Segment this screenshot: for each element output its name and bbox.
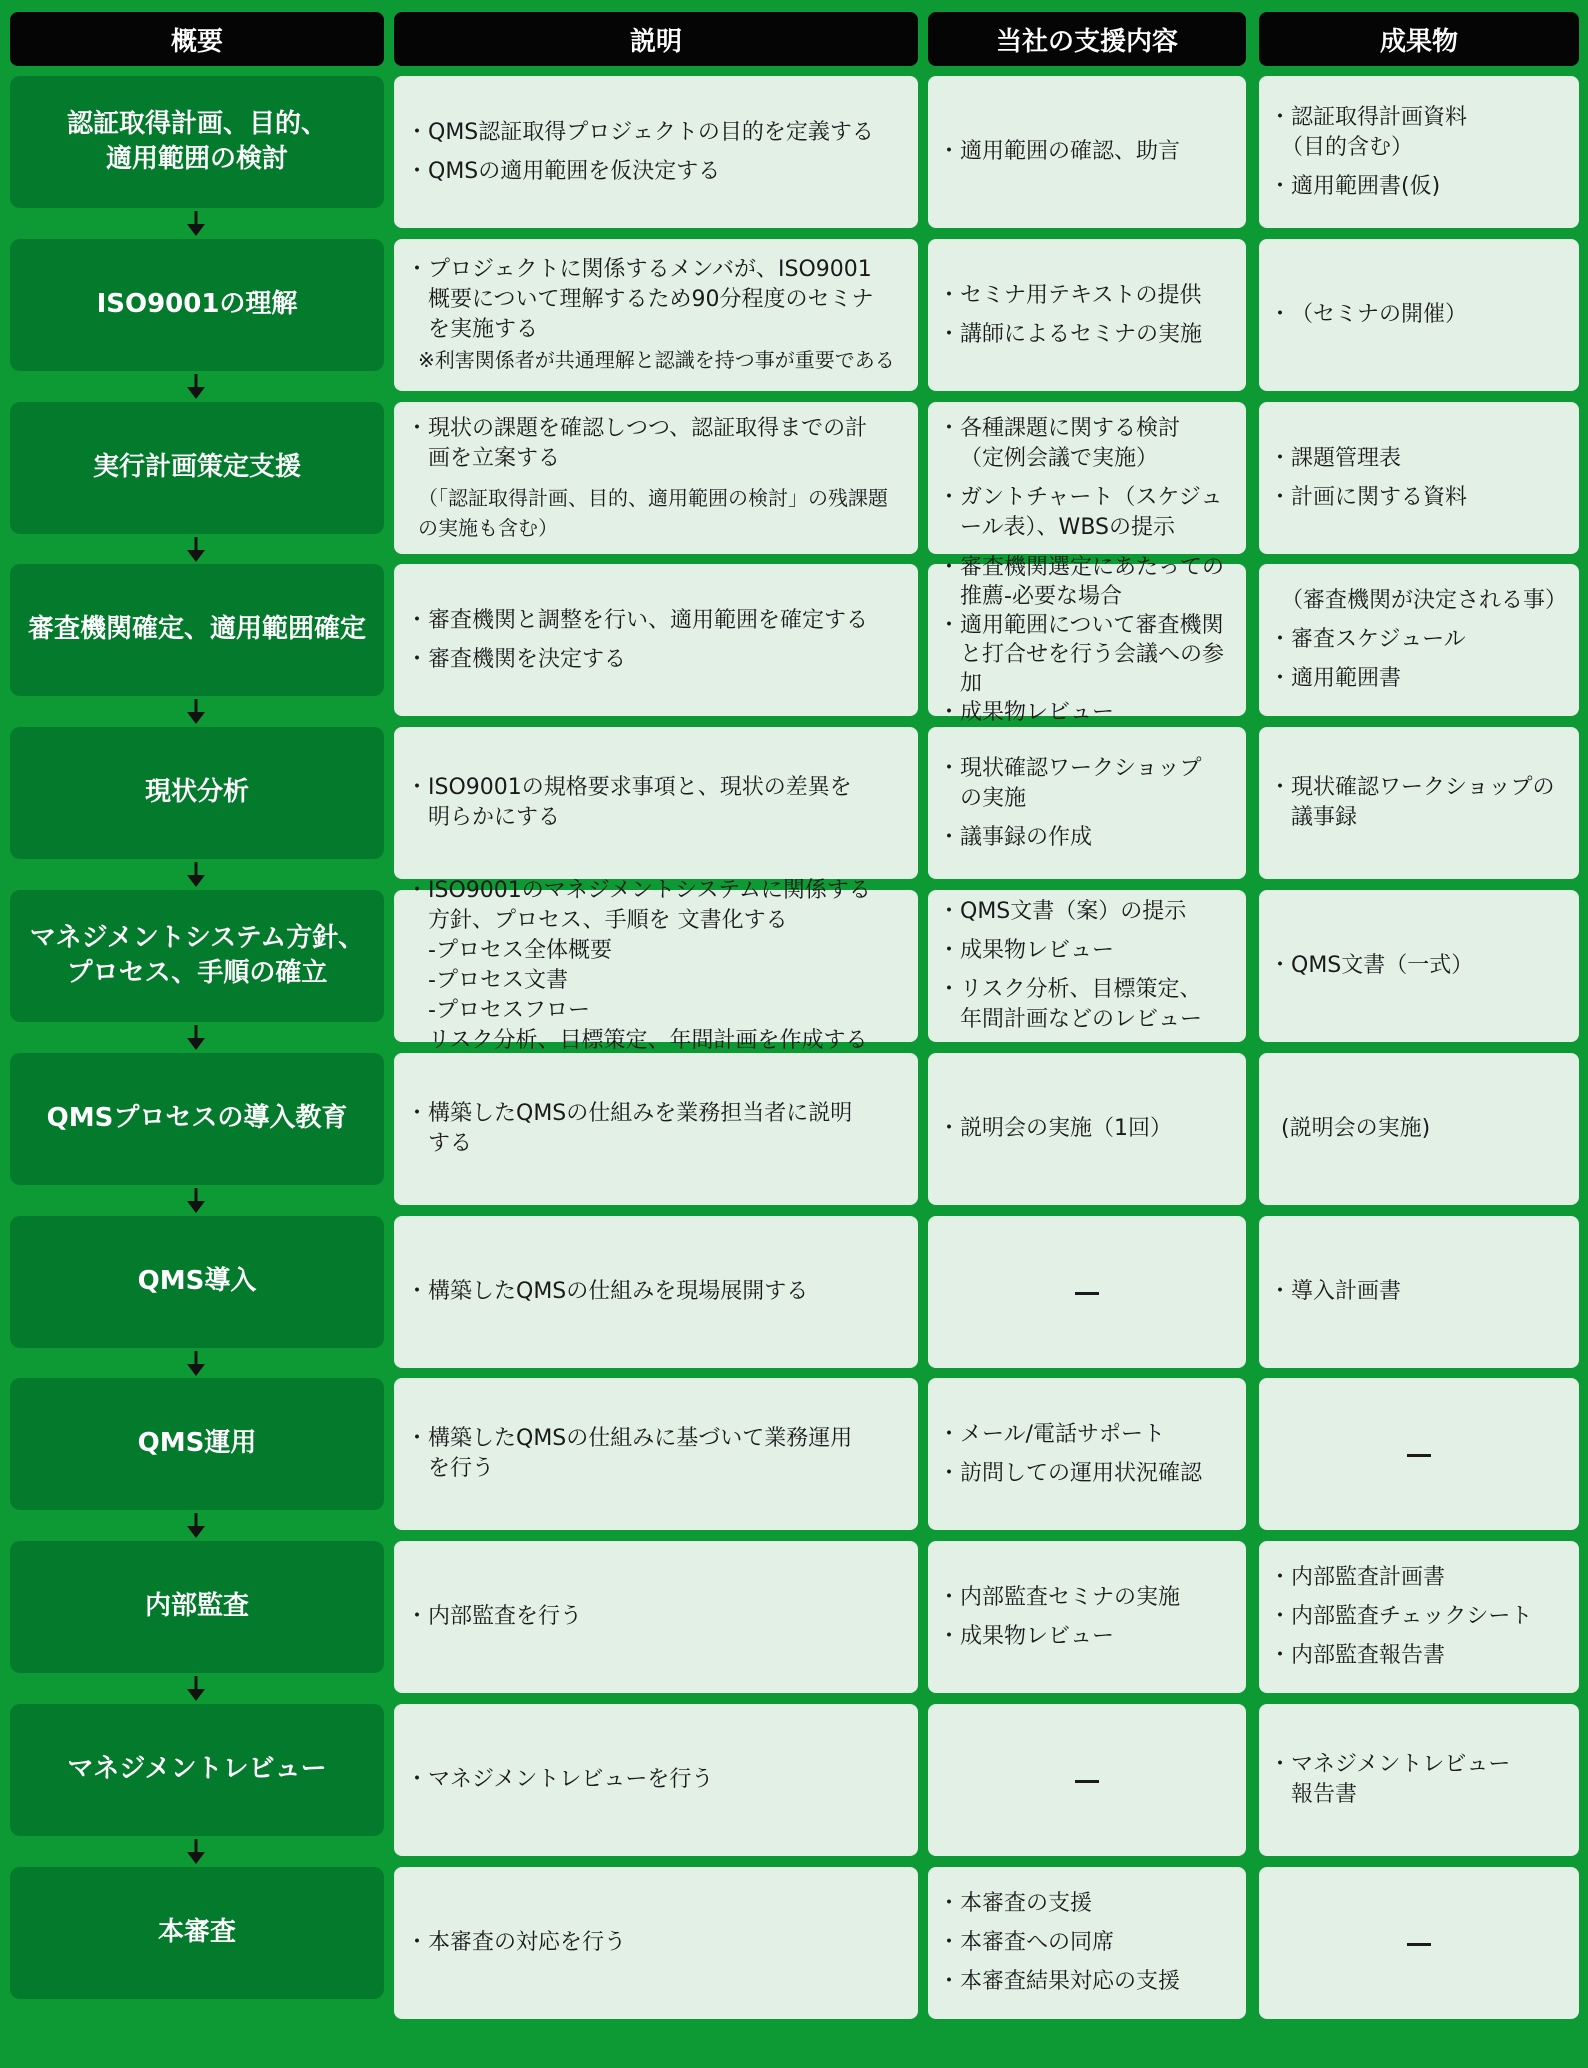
header-overview: 概要 (10, 12, 384, 66)
list-item: ・ 本審査の支援 (938, 1889, 1236, 1919)
list-item: ・ 成果物レビュー (938, 1622, 1236, 1652)
description-cell (394, 1053, 918, 1205)
list-item: ・ 現状の課題を確認しつつ、認証取得までの計 画を立案する (406, 414, 910, 474)
step-box: 内部監査 (10, 1541, 384, 1673)
step-box: 審査機関確定、適用範囲確定 (10, 564, 384, 696)
list-item: ・ 認証取得計画資料 (1269, 103, 1569, 133)
list-item: ・ 導入計画書 (1269, 1277, 1569, 1307)
list-item: ・ 内部監査計画書 (1269, 1563, 1569, 1593)
step-box: 実行計画策定支援 (10, 402, 384, 534)
list-item: ・ 内部監査チェックシート (1269, 1602, 1569, 1632)
list-item: （目的含む） (1281, 134, 1414, 160)
description-cell (394, 239, 918, 391)
description-cell (394, 1541, 918, 1693)
list-item: ・ 議事録の作成 (938, 823, 1236, 853)
list-item: ・ プロジェクトに関係するメンバが、ISO9001 概要について理解するため90分程度のセミナ を実施する (406, 255, 910, 345)
deliverables-cell (1259, 564, 1579, 716)
list-item: ・ 構築したQMSの仕組みに基づいて業務運用 を行う (406, 1424, 910, 1484)
down-arrow-icon (186, 1676, 206, 1702)
deliverables-cell (1259, 76, 1579, 228)
list-item: ・ 適用範囲書(仮) (1269, 172, 1569, 202)
list-item: ・ ISO9001のマネジメントシステムに関係する 方針、プロセス、手順を 文書化する -プロセス全体概要 -プロセス文書 -プロセスフロー リスク分析、目標策定、年間計画を作成する (406, 876, 910, 1056)
support-cell (928, 890, 1246, 1042)
list-item: ・ リスク分析、目標策定、 年間計画などのレビュー (938, 975, 1236, 1035)
header-deliverables: 成果物 (1259, 12, 1579, 66)
list-item: ・ QMS認証取得プロジェクトの目的を定義する (406, 118, 910, 148)
list-item: ・ 内部監査を行う (406, 1602, 910, 1632)
down-arrow-icon (186, 699, 206, 725)
list-item: （「認証取得計画、目的、適用範囲の検討」の残課題 の実施も含む） (418, 485, 888, 540)
deliverables-cell (1259, 1053, 1579, 1205)
list-item: ・ 各種課題に関する検討 （定例会議で実施） (938, 414, 1236, 474)
support-cell (928, 1867, 1246, 2019)
list-item: ・ 審査機関を決定する (406, 645, 910, 675)
description-cell (394, 564, 918, 716)
description-cell (394, 1704, 918, 1856)
list-item: （審査機関が決定される事） (1281, 588, 1568, 613)
support-cell (928, 1378, 1246, 1530)
down-arrow-icon (186, 374, 206, 400)
deliverables-cell (1259, 402, 1579, 554)
description-cell (394, 1378, 918, 1530)
list-item: ・ 計画に関する資料 (1269, 483, 1569, 513)
support-cell (928, 1541, 1246, 1693)
list-item: ・ 本審査の対応を行う (406, 1928, 910, 1958)
list-item: (説明会の実施) (1281, 1116, 1431, 1141)
down-arrow-icon (186, 1513, 206, 1539)
list-item: ・ 構築したQMSの仕組みを業務担当者に説明 する (406, 1099, 910, 1159)
support-cell (928, 76, 1246, 228)
empty-dash: ― (1075, 1766, 1099, 1794)
support-cell (928, 402, 1246, 554)
step-box: マネジメントシステム方針、 プロセス、手順の確立 (10, 890, 384, 1022)
list-item: ・ 適用範囲書 (1269, 664, 1569, 694)
description-cell (394, 1867, 918, 2019)
deliverables-cell (1259, 1378, 1579, 1530)
step-box: 認証取得計画、目的、 適用範囲の検討 (10, 76, 384, 208)
deliverables-cell (1259, 1216, 1579, 1368)
step-box: QMS運用 (10, 1378, 384, 1510)
list-item: ・ 訪問しての運用状況確認 (938, 1459, 1236, 1489)
deliverables-cell (1259, 890, 1579, 1042)
list-item: ・ 本審査への同席 (938, 1928, 1236, 1958)
list-item: ・ 課題管理表 (1269, 444, 1569, 474)
list-item: ・ マネジメントレビューを行う (406, 1765, 910, 1795)
empty-dash: ― (1407, 1929, 1431, 1957)
down-arrow-icon (186, 1188, 206, 1214)
header-support: 当社の支援内容 (928, 12, 1246, 66)
list-item: ・ 現状確認ワークショップの 議事録 (1269, 773, 1569, 833)
step-box: マネジメントレビュー (10, 1704, 384, 1836)
step-box: QMS導入 (10, 1216, 384, 1348)
step-box: 現状分析 (10, 727, 384, 859)
down-arrow-icon (186, 1025, 206, 1051)
down-arrow-icon (186, 537, 206, 563)
description-cell (394, 76, 918, 228)
list-item: ・ ガントチャート（スケジュ ール表）、WBSの提示 (938, 483, 1236, 543)
support-cell (928, 727, 1246, 879)
list-item: ・ 成果物レビュー (938, 698, 1236, 727)
description-cell (394, 878, 918, 1053)
list-item: ・ QMSの適用範囲を仮決定する (406, 157, 910, 187)
list-item: ・ QMS文書（一式） (1269, 951, 1569, 981)
down-arrow-icon (186, 862, 206, 888)
list-item: ・ 成果物レビュー (938, 936, 1236, 966)
description-cell (394, 402, 918, 554)
support-cell (928, 239, 1246, 391)
description-cell (394, 727, 918, 879)
empty-dash: ― (1075, 1278, 1099, 1306)
list-item: ・ 内部監査セミナの実施 (938, 1583, 1236, 1613)
deliverables-cell (1259, 727, 1579, 879)
step-box: ISO9001の理解 (10, 239, 384, 371)
list-item: ・ QMS文書（案）の提示 (938, 897, 1236, 927)
list-item: ・ 適用範囲の確認、助言 (938, 137, 1236, 167)
list-item: ・ 本審査結果対応の支援 (938, 1967, 1236, 1997)
header-description: 説明 (394, 12, 918, 66)
list-item: ・ 現状確認ワークショップ の実施 (938, 754, 1236, 814)
list-item: ・ （セミナの開催） (1269, 300, 1569, 330)
list-item: ・ 内部監査報告書 (1269, 1641, 1569, 1671)
step-box: QMSプロセスの導入教育 (10, 1053, 384, 1185)
list-item: ・ 講師によるセミナの実施 (938, 320, 1236, 350)
support-cell (928, 1053, 1246, 1205)
empty-dash: ― (1407, 1440, 1431, 1468)
step-box: 本審査 (10, 1867, 384, 1999)
list-item: ・ 適用範囲について審査機関 と打合せを行う会議への参加 (938, 611, 1236, 698)
deliverables-cell (1259, 1867, 1579, 2019)
list-item: ・ セミナ用テキストの提供 (938, 281, 1236, 311)
list-item: ・ 審査機関と調整を行い、適用範囲を確定する (406, 606, 910, 636)
deliverables-cell (1259, 239, 1579, 391)
down-arrow-icon (186, 1351, 206, 1377)
support-cell (928, 1216, 1246, 1368)
list-item: ・ 審査機関選定にあたっての 推薦-必要な場合 (938, 553, 1236, 611)
down-arrow-icon (186, 211, 206, 237)
deliverables-cell (1259, 1704, 1579, 1856)
description-cell (394, 1216, 918, 1368)
list-item: ・ 審査スケジュール (1269, 625, 1569, 655)
support-cell (928, 555, 1246, 725)
list-item: ・ メール/電話サポート (938, 1420, 1236, 1450)
list-item: ・ ISO9001の規格要求事項と、現状の差異を 明らかにする (406, 773, 910, 833)
list-item: ・ マネジメントレビュー 報告書 (1269, 1750, 1569, 1810)
list-item: ・ 説明会の実施（1回） (938, 1114, 1236, 1144)
deliverables-cell (1259, 1541, 1579, 1693)
list-item: ・ 構築したQMSの仕組みを現場展開する (406, 1277, 910, 1307)
list-item: ※利害関係者が共通理解と認識を持つ事が重要である (418, 348, 895, 372)
support-cell (928, 1704, 1246, 1856)
down-arrow-icon (186, 1839, 206, 1865)
